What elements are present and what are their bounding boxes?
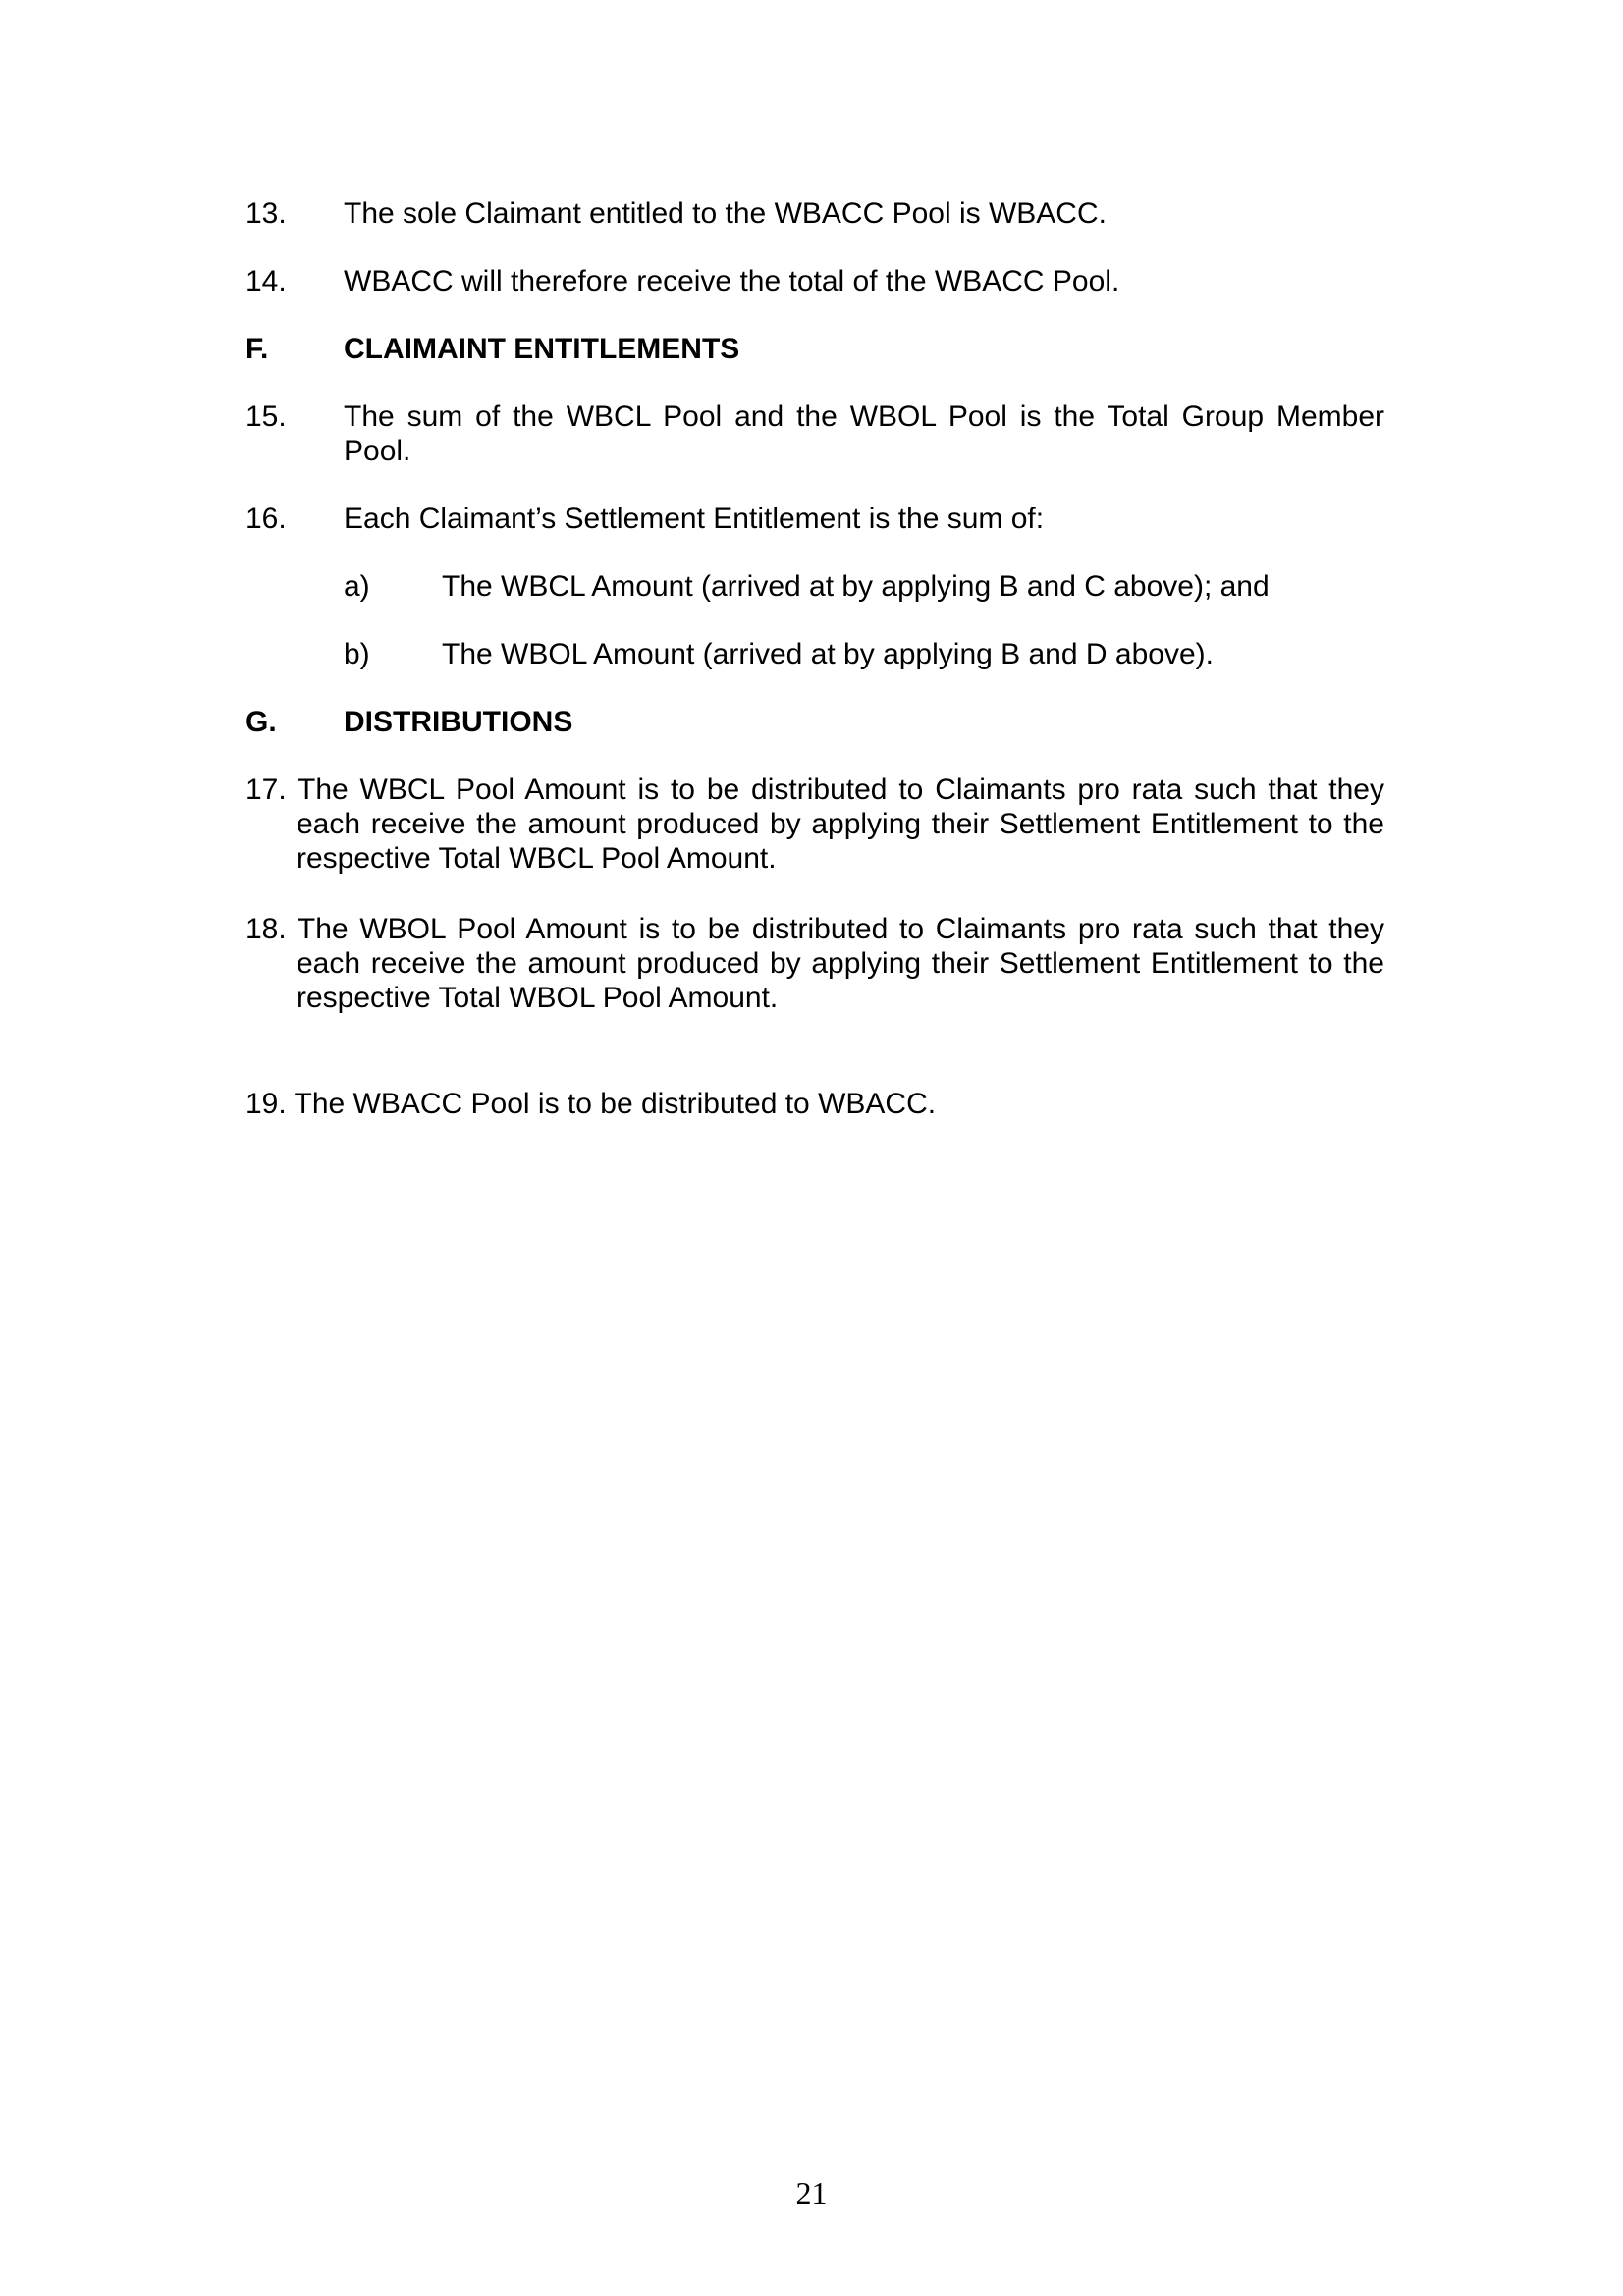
paragraph-text: Each Claimant’s Settlement Entitlement is the sum of: [344, 503, 1045, 535]
paragraph-text: The sum of the WBCL Pool and the WBOL Pool is the Total Group Member Pool. [344, 400, 1384, 467]
paragraph-number: 15. [245, 400, 287, 433]
section-heading-g [245, 705, 1384, 739]
subparagraph-letter: b) [344, 638, 370, 670]
subparagraph-letter: a) [344, 570, 370, 603]
subparagraph-text: The WBCL Amount (arrived at by applying B and C above); and [442, 570, 1270, 603]
paragraph-16b [245, 637, 1384, 671]
paragraph-15 [245, 400, 1384, 468]
paragraph-16a [245, 569, 1384, 604]
section-letter: G. [245, 706, 277, 738]
paragraph-13 [245, 196, 1384, 231]
paragraph-14 [245, 264, 1384, 298]
paragraph-19 [245, 1087, 1384, 1121]
paragraph-17 [245, 773, 1384, 876]
paragraph-16 [245, 502, 1384, 536]
paragraph-text: 18. The WBOL Pool Amount is to be distributed to Claimants pro rata such that they each receive the amount produced by applying their Settlement Entitlement to the respective Total WBOL Pool Amount. [245, 913, 1384, 1014]
section-heading-f [245, 332, 1384, 366]
section-title: DISTRIBUTIONS [344, 706, 573, 738]
section-letter: F. [245, 333, 269, 365]
subparagraph-text: The WBOL Amount (arrived at by applying B and D above). [442, 638, 1214, 670]
paragraph-number: 16. [245, 503, 287, 535]
paragraph-text: WBACC will therefore receive the total of the WBACC Pool. [344, 265, 1120, 297]
paragraph-number: 13. [245, 197, 287, 230]
page-number: 21 [795, 2175, 828, 2211]
paragraph-text: 17. The WBCL Pool Amount is to be distributed to Claimants pro rata such that they each receive the amount produced by applying their Settlement Entitlement to the respective Total WBCL Pool Amount. [245, 774, 1384, 875]
paragraph-number: 14. [245, 265, 287, 297]
section-title: CLAIMAINT ENTITLEMENTS [344, 333, 740, 365]
paragraph-18 [245, 912, 1384, 1015]
paragraph-text: 19. The WBACC Pool is to be distributed to WBACC. [245, 1088, 937, 1120]
paragraph-text: The sole Claimant entitled to the WBACC Pool is WBACC. [344, 197, 1107, 230]
